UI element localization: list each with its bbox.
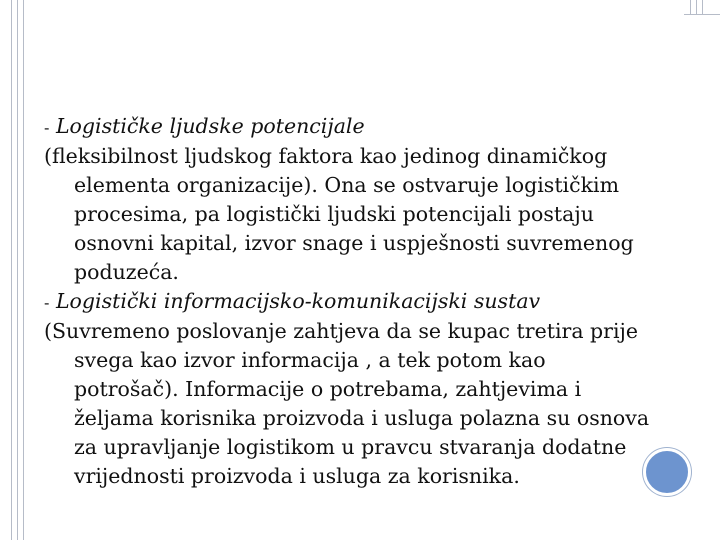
left-decorative-border: [0, 0, 36, 540]
bullet-dash: -: [44, 118, 50, 137]
slide-body: [44, 112, 654, 491]
item-heading-logistic-human-potentials: [44, 112, 654, 142]
top-right-decorative-border: [684, 0, 720, 15]
heading-text: Logistički informacijsko-komunikacijski sustav: [55, 289, 541, 313]
heading-text: Logističke ljudske potencijale: [55, 114, 365, 138]
bullet-dash: -: [44, 293, 50, 312]
item-body-logistic-human-potentials: (fleksibilnost ljudskog faktora kao jedinog dinamičkog elementa organizacije). Ona se ostvaruje logističkim procesima, pa logistički ljudski potencijali postaju osnovni kapital, izvor snage i uspješnosti suvremenog poduzeća.: [44, 144, 634, 284]
item-body-logistic-information-system: (Suvremeno poslovanje zahtjeva da se kupac tretira prije svega kao izvor informacija , a tek potom kao potrošač). Informacije o potrebama, zahtjevima i željama korisnika proizvoda i usluga polazna su osnova za upravljanje logistikom u pravcu stvaranja dodatne vrijednosti proizvoda i usluga za korisnika.: [44, 319, 650, 488]
item-heading-logistic-information-system: [44, 287, 654, 317]
